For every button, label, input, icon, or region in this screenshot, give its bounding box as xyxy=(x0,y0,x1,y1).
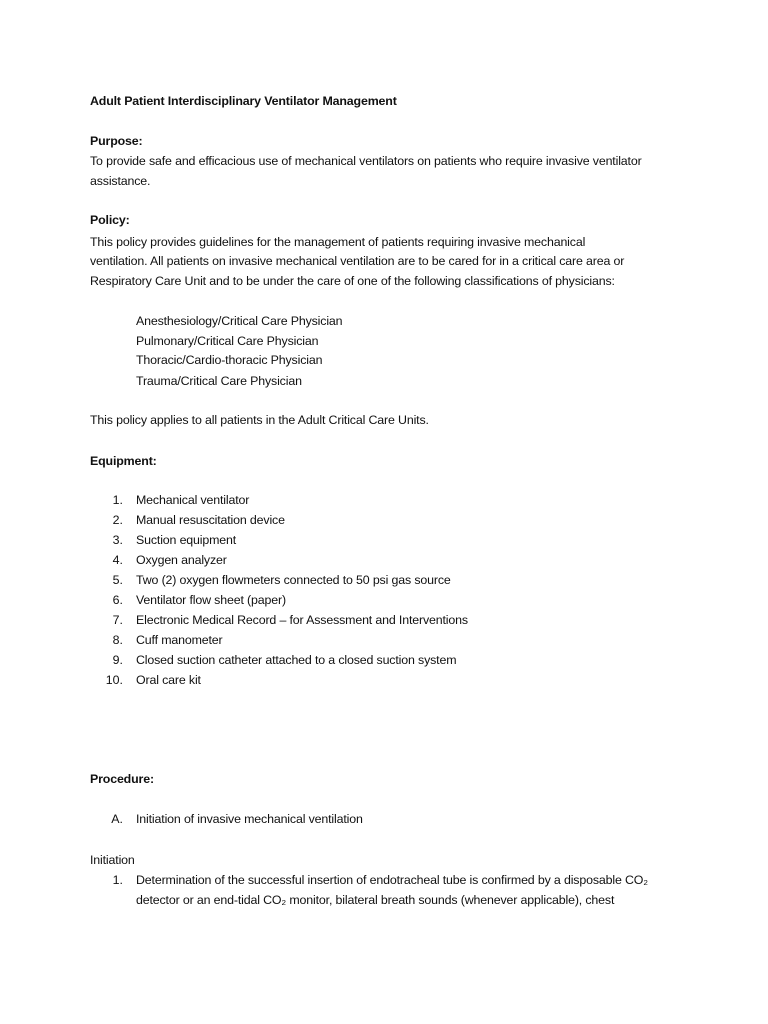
physician-classification: Pulmonary/Critical Care Physician xyxy=(136,334,319,348)
policy-applies-text: This policy applies to all patients in the Adult Critical Care Units. xyxy=(90,413,429,427)
list-item-text: Suction equipment xyxy=(136,533,237,547)
procedure-step xyxy=(0,873,768,888)
policy-heading: Policy: xyxy=(90,213,130,227)
policy-text-line: Respiratory Care Unit and to be under the care of one of the following classifications of physicians: xyxy=(90,274,615,288)
physician-classification: Trauma/Critical Care Physician xyxy=(136,374,302,388)
list-item-text: Mechanical ventilator xyxy=(136,493,250,507)
list-item-text: Ventilator flow sheet (paper) xyxy=(136,593,286,607)
policy-text-line: This policy provides guidelines for the management of patients requiring invasive mechanical xyxy=(90,235,586,249)
list-item-text: Electronic Medical Record – for Assessment and Interventions xyxy=(136,613,468,627)
list-item xyxy=(0,493,768,508)
purpose-heading: Purpose: xyxy=(90,134,143,148)
equipment-heading: Equipment: xyxy=(90,454,157,468)
list-item-number: 4. xyxy=(112,553,123,567)
list-item xyxy=(0,513,768,528)
list-item-text: Cuff manometer xyxy=(136,633,223,647)
document-title: Adult Patient Interdisciplinary Ventilator Management xyxy=(90,94,397,108)
list-item-text: Manual resuscitation device xyxy=(136,513,285,527)
physician-classification: Anesthesiology/Critical Care Physician xyxy=(136,314,343,328)
step-text-line: detector or an end-tidal CO₂ monitor, bilateral breath sounds (whenever applicable), chest xyxy=(136,893,615,907)
list-item-number: 10. xyxy=(105,673,123,687)
section-title: Initiation of invasive mechanical ventilation xyxy=(136,812,363,826)
list-item-text: Oral care kit xyxy=(136,673,201,687)
step-number: 1. xyxy=(112,873,123,887)
list-item xyxy=(0,553,768,568)
list-item-number: 6. xyxy=(112,593,123,607)
procedure-section xyxy=(0,812,768,827)
step-text-line: Determination of the successful insertion of endotracheal tube is confirmed by a disposable CO₂ xyxy=(136,873,648,887)
list-item-number: 2. xyxy=(112,513,123,527)
list-item-number: 1. xyxy=(112,493,123,507)
list-item xyxy=(0,673,768,688)
physician-classification: Thoracic/Cardio-thoracic Physician xyxy=(136,353,323,367)
initiation-subheading: Initiation xyxy=(90,853,135,867)
list-item-text: Oxygen analyzer xyxy=(136,553,227,567)
list-item xyxy=(0,633,768,648)
list-item-number: 9. xyxy=(112,653,123,667)
list-item xyxy=(0,533,768,548)
list-item-text: Two (2) oxygen flowmeters connected to 50 psi gas source xyxy=(136,573,451,587)
list-item-number: 3. xyxy=(112,533,123,547)
list-item xyxy=(0,653,768,668)
procedure-heading: Procedure: xyxy=(90,772,154,786)
list-item xyxy=(0,593,768,608)
list-item-number: 8. xyxy=(112,633,123,647)
purpose-text-line: To provide safe and efficacious use of mechanical ventilators on patients who require invasive ventilator xyxy=(90,154,642,168)
section-letter: A. xyxy=(111,812,123,826)
list-item xyxy=(0,573,768,588)
policy-text-line: ventilation. All patients on invasive mechanical ventilation are to be cared for in a critical care area or xyxy=(90,254,625,268)
list-item xyxy=(0,613,768,628)
list-item-text: Closed suction catheter attached to a closed suction system xyxy=(136,653,457,667)
list-item-number: 7. xyxy=(112,613,123,627)
list-item-number: 5. xyxy=(112,573,123,587)
purpose-text-line: assistance. xyxy=(90,174,151,188)
